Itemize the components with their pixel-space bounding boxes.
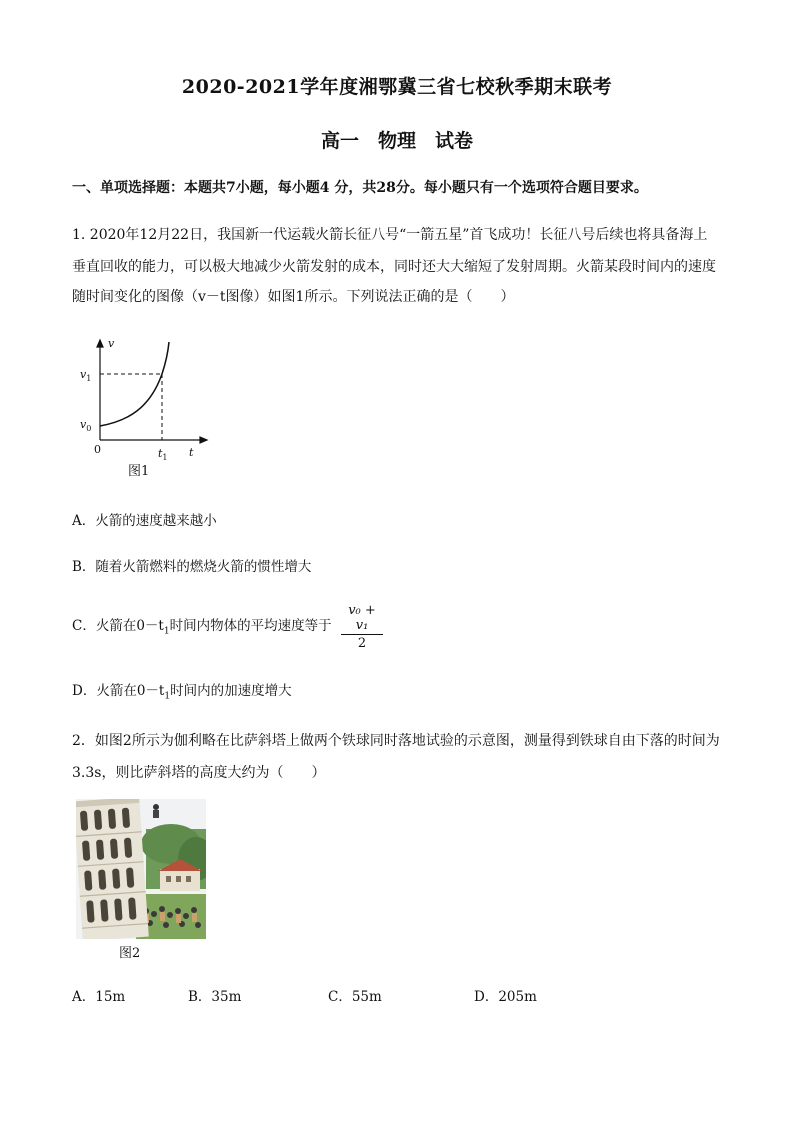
q2-line-2: 3.3s，则比萨斜塔的高度大约为（ ） (72, 765, 326, 781)
section-heading: 一、单项选择题：本题共7小题，每小题4 分，共28分。每小题只有一个选项符合题目要求。 (72, 180, 648, 196)
origin-label: 0 (94, 443, 101, 456)
q1-option-c-fraction (341, 603, 383, 651)
velocity-curve (100, 342, 169, 426)
q1-option-a: A．火箭的速度越来越小 (72, 513, 217, 529)
page-subtitle: 高一 物理 试卷 (320, 130, 473, 152)
q1-line-1: 1. 2020年12月22日，我国新一代运载火箭长征八号“一箭五星”首飞成功！长征八号后续也将具备海上 (72, 227, 708, 243)
q2-line-1: 2．如图2所示为伽利略在比萨斜塔上做两个铁球同时落地试验的示意图，测量得到铁球自由下落的时间为 (72, 733, 720, 749)
x-axis-label: t (189, 446, 194, 459)
q1-option-c: C．火箭在$0-t_1$时间内物体的平均速度等于 (72, 618, 332, 637)
t1-label: $t_1$ (158, 447, 168, 462)
q2-option-a: A．15m (72, 989, 126, 1005)
q2-option-c: C．55m (328, 989, 382, 1005)
x-axis-arrow (200, 437, 207, 443)
figure-1-vt-graph (76, 332, 216, 482)
fraction-numerator: v₀ + v₁ (341, 603, 383, 635)
figure-2-caption: 图2 (119, 946, 141, 961)
q2-option-d: D．205m (474, 989, 537, 1005)
y-axis-arrow (97, 340, 103, 347)
v1-label: $v_1$ (80, 368, 92, 383)
q1-line-3: 随时间变化的图像（v－t图像）如图1所示。下列说法正确的是（ ） (72, 289, 515, 305)
q1-option-b: B．随着火箭燃料的燃烧火箭的惯性增大 (72, 559, 312, 575)
v0-label: $v_0$ (80, 418, 92, 433)
figure-2-pisa-image (76, 799, 206, 939)
page-title: 2020-2021学年度湘鄂冀三省七校秋季期末联考 (181, 76, 613, 98)
q1-line-2: 垂直回收的能力，可以极大地减少火箭发射的成本，同时还大大缩短了发射周期。火箭某段时间内的速度 (72, 259, 716, 275)
figure-1-caption: 图1 (128, 464, 150, 479)
q2-option-b: B．35m (188, 989, 242, 1005)
pisa-illustration (76, 799, 206, 939)
y-axis-label: v (108, 337, 115, 350)
q1-option-d: D．火箭在$0-t_1$时间内的加速度增大 (72, 683, 292, 702)
fraction-denominator: 2 (357, 636, 367, 651)
